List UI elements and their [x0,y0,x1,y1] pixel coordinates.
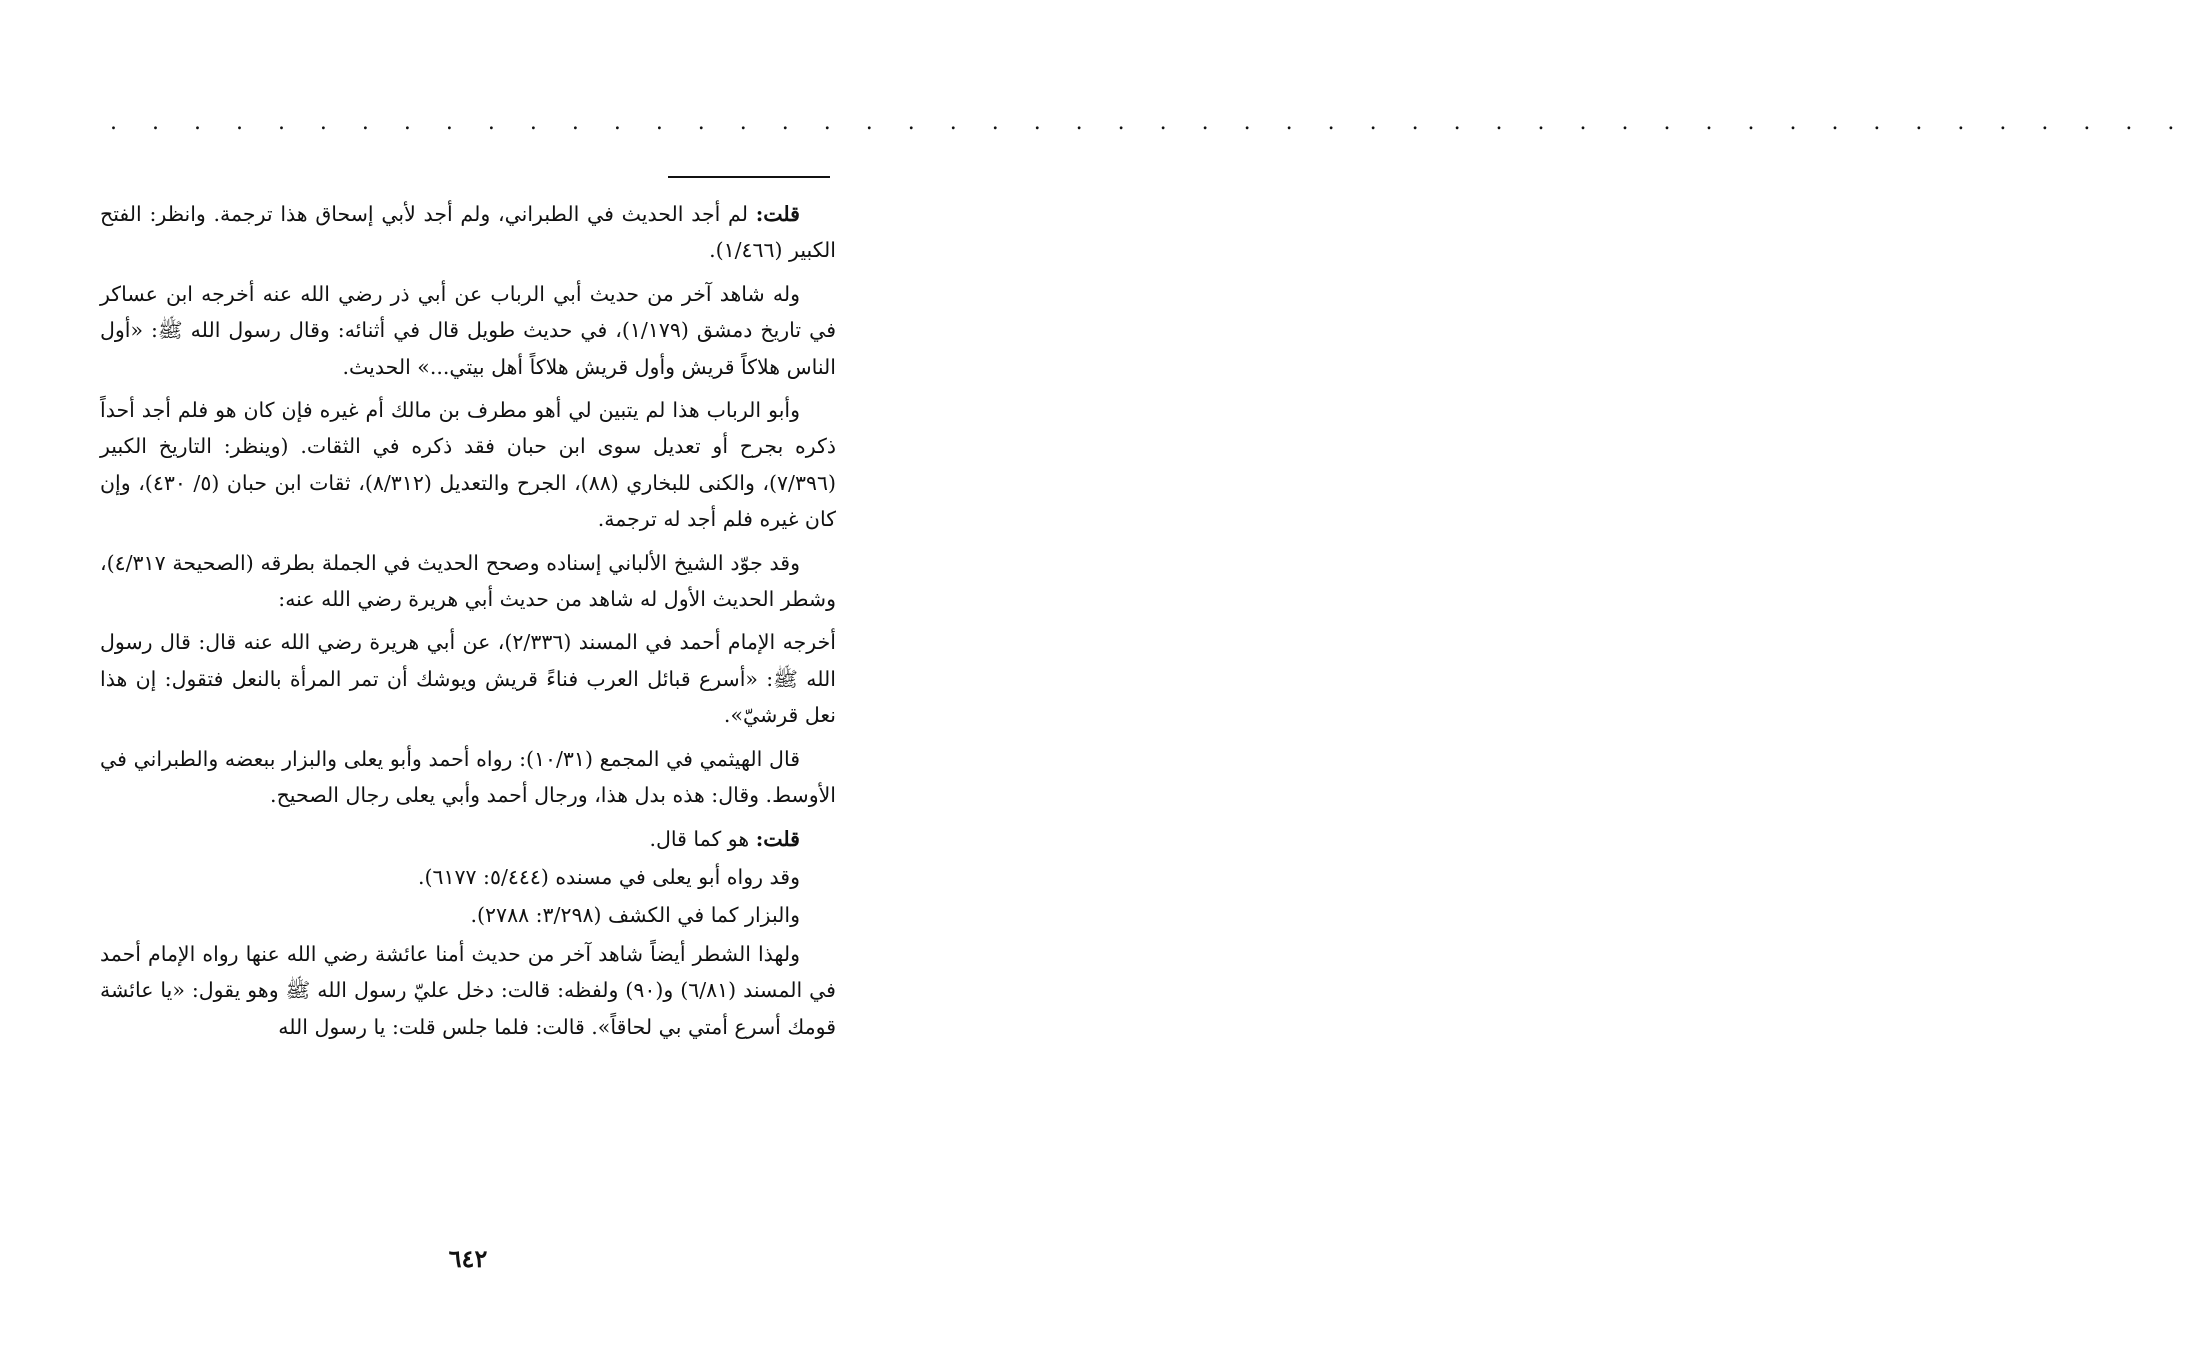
dotted-separator: . . . . . . . . . . . . . . . . . . . . . . . . . . . . . . . . . . . . . . . . . . . . . . . . . . [110,110,2188,135]
paragraph-text: لم أجد الحديث في الطبراني، ولم أجد لأبي إسحاق هذا ترجمة. وانظر: الفتح الكبير (١/٤٦٦). [100,202,836,263]
paragraph-text: ولهذا الشطر أيضاً شاهد آخر من حديث أمنا عائشة رضي الله عنها رواه الإمام أحمد في المسند (٦/٨١) و(٩٠) ولفظه: قالت: دخل عليّ رسول الله ﷺ وهو يقول: «يا عائشة قومك أسرع أمتي بي لحاقاً». قالت: فلما جلس قلت: يا رسول الله [100,941,836,1039]
paragraph-text: قال الهيثمي في المجمع (١٠/٣١): رواه أحمد وأبو يعلى والبزار ببعضه والطبراني في الأوسط. وقال: هذه بدل هذا، ورجال أحمد وأبي يعلى رجال الصحيح. [100,746,836,808]
paragraph-text: أخرجه الإمام أحمد في المسند (٢/٣٣٦)، عن أبي هريرة رضي الله عنه قال: قال رسول الله ﷺ: «أسرع قبائل العرب فناءً قريش ويوشك أن تمر المرأة بالنعل فتقول: إن هذا نعل قرشيّ». [100,630,836,728]
paragraph [100,196,836,269]
paragraph-text: والبزار كما في الكشف (٣/٢٩٨: ٢٧٨٨). [470,903,800,928]
paragraph [100,859,836,895]
paragraph [100,821,836,857]
paragraph-text: وقد رواه أبو يعلى في مسنده (٥/٤٤٤: ٦١٧٧). [417,864,800,889]
paragraph-lead: قلت: [755,202,800,226]
footnote-body [100,196,836,1052]
paragraph-text: هو كما قال. [649,826,756,851]
document-page [100,0,2188,1371]
paragraph-lead: قلت: [755,826,800,851]
paragraph [100,897,836,933]
paragraph [100,936,836,1045]
page-number: ٦٤٢ [448,1244,488,1273]
paragraph [100,741,836,814]
paragraph [100,624,836,733]
paragraph-text: وله شاهد آخر من حديث أبي الرباب عن أبي ذر رضي الله عنه أخرجه ابن عساكر في تاريخ دمشق (١/١٧٩)، في حديث طويل قال في أثنائه: وقال رسول الله ﷺ: «أول الناس هلاكاً قريش وأول قريش هلاكاً أهل بيتي...» الحديث. [100,281,837,379]
paragraph [100,392,836,538]
paragraph-text: وأبو الرباب هذا لم يتبين لي أهو مطرف بن مالك أم غيره فإن كان هو فلم أجد أحداً ذكره بجرح أو تعديل سوى ابن حبان فقد ذكره في الثقات. (وينظر: التاريخ الكبير (٧/٣٩٦)، والكنى للبخاري (٨٨)، الجرح والتعديل (٨/٣١٢)، ثقات ابن حبان (٥/ ٤٣٠)، وإن كان غيره فلم أجد له ترجمة. [100,398,836,532]
paragraph [100,545,836,618]
footnote-rule [668,176,830,178]
paragraph [100,276,836,385]
paragraph-text: وقد جوّد الشيخ الألباني إسناده وصحح الحديث في الجملة بطرقه (الصحيحة ٤/٣١٧)، وشطر الحديث الأول له شاهد من حديث أبي هريرة رضي الله عنه: [100,550,836,612]
